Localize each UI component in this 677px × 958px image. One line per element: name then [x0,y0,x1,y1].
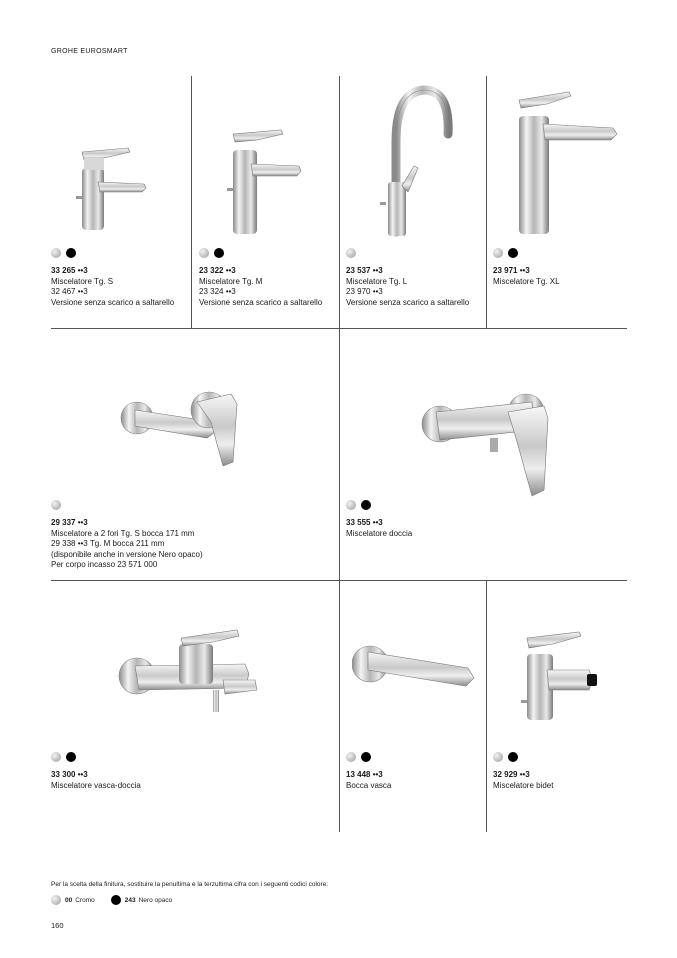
product-desc: Miscelatore Tg. M [199,276,263,286]
legend-label: Cromo [75,896,95,904]
product-desc: (disponibile anche in versione Nero opaco) [51,549,203,559]
chrome-icon [493,248,503,258]
product-desc: Versione senza scarico a saltarello [51,297,175,307]
basin-mixer-xl-image [513,88,623,238]
basin-mixer-l-image [376,82,456,240]
product-code: 29 337 ••3 [51,518,88,527]
divider [486,580,487,832]
product-desc: 29 338 ••3 Tg. M bocca 211 mm [51,539,165,548]
chrome-icon [346,500,356,510]
chrome-icon [199,248,209,258]
product-code: 32 929 ••3 [493,770,530,779]
finish-legend [51,895,188,905]
divider [339,76,340,328]
product-desc: Miscelatore vasca-doccia [51,780,141,790]
bath-spout-image [352,638,480,694]
page-header: GROHE EUROSMART [51,48,128,55]
product-desc: 23 970 ••3 [346,287,383,296]
product-code: 23 971 ••3 [493,266,530,275]
black-icon [111,895,121,905]
product-card [493,76,627,328]
black-icon [508,752,518,762]
product-desc: Miscelatore doccia [346,528,413,538]
black-icon [214,248,224,258]
wall-basin-mixer-image [119,382,259,482]
chrome-icon [51,895,61,905]
legend-label: Nero opaco [138,896,173,904]
chrome-icon [51,248,61,258]
divider [339,328,340,580]
product-desc: Versione senza scarico a saltarello [346,297,470,307]
product-card [346,328,627,580]
bidet-mixer-image [519,630,619,722]
black-icon [66,752,76,762]
divider [486,76,487,328]
product-card [199,76,339,328]
finish-note: Per la scelta della finitura, sostituire la penultima e la terzultima cifra con i seguenti codici colore: [51,881,329,888]
page-number: 160 [51,921,64,930]
product-code: 33 555 ••3 [346,518,383,527]
product-desc: Miscelatore Tg. L [346,276,408,286]
legend-code: 243 [124,896,136,904]
product-code: 13 448 ••3 [346,770,383,779]
product-code: 33 265 ••3 [51,266,88,275]
product-card [51,76,191,328]
product-code: 23 322 ••3 [199,266,236,275]
product-card [51,580,339,832]
legend-item-black [111,895,172,905]
black-icon [508,248,518,258]
product-card [346,76,486,328]
legend-code: 00 [65,896,73,904]
shower-mixer-image [416,382,556,498]
product-card [51,328,339,580]
chrome-icon [51,752,61,762]
product-code: 23 537 ••3 [346,266,383,275]
product-desc: Per corpo incasso 23 571 000 [51,560,158,569]
chrome-icon [346,752,356,762]
divider [339,580,340,832]
product-desc: Miscelatore bidet [493,780,554,790]
basin-mixer-s-image [76,146,156,236]
black-icon [66,248,76,258]
product-card [493,580,627,832]
chrome-icon [51,500,61,510]
chrome-icon [346,248,356,258]
product-card [346,580,486,832]
black-icon [361,500,371,510]
product-desc: Miscelatore Tg. XL [493,276,560,286]
bath-shower-mixer-image [117,628,267,718]
legend-item-chrome [51,895,95,905]
product-desc: Bocca vasca [346,780,392,790]
black-icon [361,752,371,762]
product-desc: Versione senza scarico a saltarello [199,297,323,307]
chrome-icon [493,752,503,762]
product-desc: Miscelatore Tg. S [51,276,114,286]
product-desc: 32 467 ••3 [51,287,88,296]
divider [191,76,192,328]
product-code: 33 300 ••3 [51,770,88,779]
product-desc: Miscelatore a 2 fori Tg. S bocca 171 mm [51,528,195,538]
product-desc: 23 324 ••3 [199,287,236,296]
basin-mixer-m-image [227,128,307,238]
